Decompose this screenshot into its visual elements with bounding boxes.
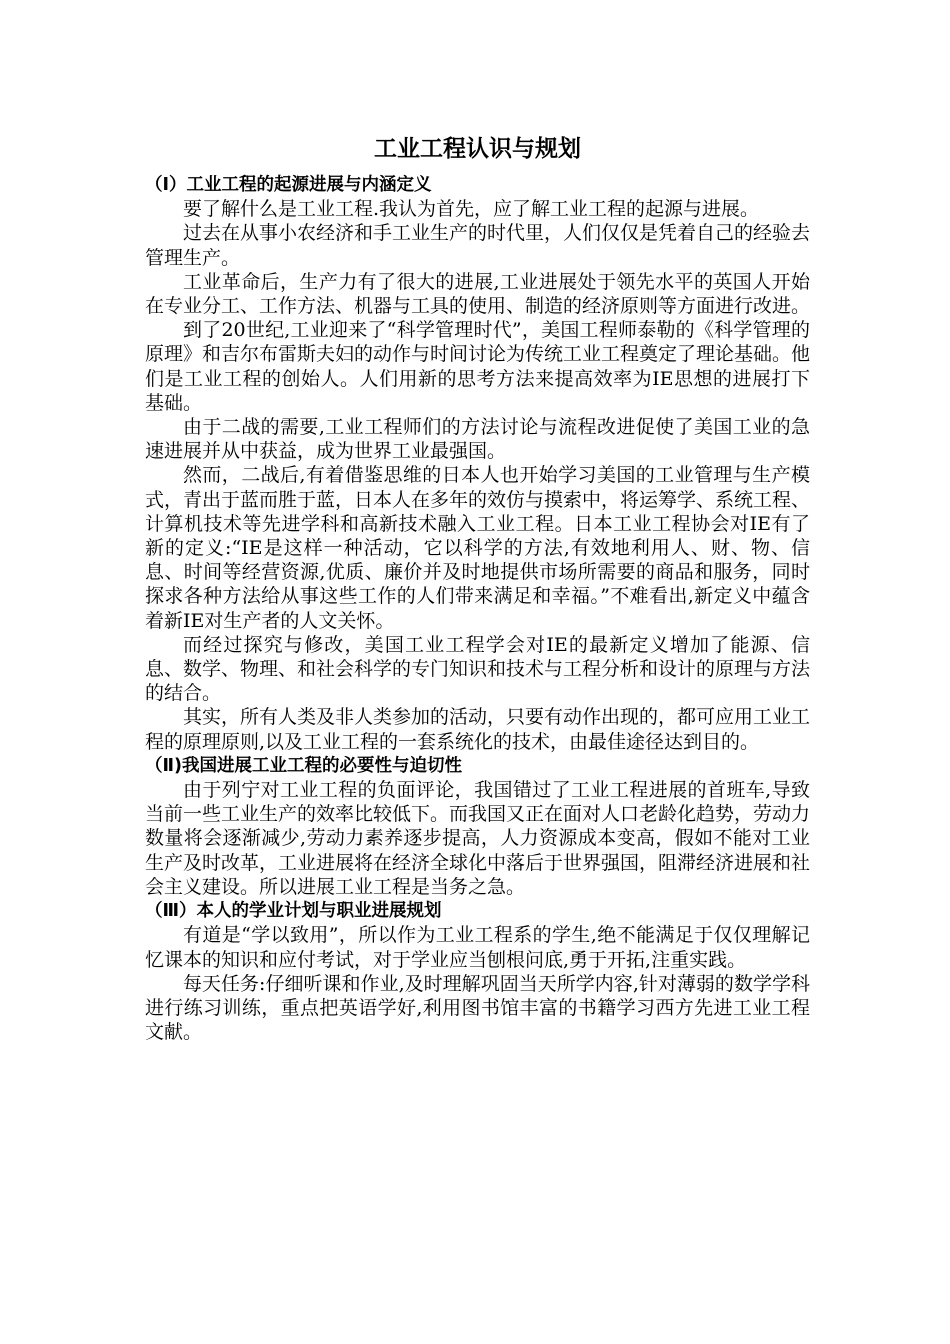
section-heading: （Ⅰ）工业工程的起源进展与内涵定义 (145, 175, 432, 195)
section-heading: （Ⅱ)我国进展工业工程的必要性与迫切性 (145, 755, 463, 776)
paragraph: 有道是“学以致用”，所以作为工业工程系的学生,绝不能满足于仅仅理解记忆课本的知识和应付考试，对于学业应当刨根问底,勇于开拓,注重实践。 (145, 924, 810, 971)
paragraph: 过去在从事小农经济和手工业生产的时代里，人们仅仅是凭着自己的经验去管理生产。 (145, 222, 811, 269)
section-heading: （Ⅲ）本人的学业计划与职业进展规划 (145, 901, 442, 922)
paragraph: 然而，二战后,有着借鉴思维的日本人也开始学习美国的工业管理与生产模式，青出于蓝而胜于蓝，日本人在多年的效仿与摸索中，将运筹学、系统工程、计算机技术等先进学科和高新技术融入工业工程。日本工业工程协会对IE有了新的定义:“IE是这样一种活动，它以科学的方法,有效地利用人、财、物、信息、时间等经营资源,优质、廉价并及时地提供市场所需要的商品和服务，同时探求各种方法给从事这些工作的人们带来满足和幸福。”不难看出,新定义中蕴含着新IE对生产者的人文关怀。 (145, 464, 811, 632)
paragraph: 其实，所有人类及非人类参加的活动，只要有动作出现的，都可应用工业工程的原理原则,以及工业工程的一套系统化的技术，由最佳途径达到目的。 (145, 706, 811, 753)
section-plan (145, 899, 810, 1044)
paragraph: 由于二战的需要,工业工程师们的方法讨论与流程改进促使了美国工业的急速进展并从中获益，成为世界工业最强国。 (145, 416, 810, 463)
section-necessity (145, 754, 810, 899)
paragraph: 要了解什么是工业工程.我认为首先，应了解工业工程的起源与进展。 (183, 198, 760, 221)
paragraph: 而经过探究与修改，美国工业工程学会对IE的最新定义增加了能源、信息、数学、物理、和社会科学的专门知识和技术与工程分析和设计的原理与方法的结合。 (145, 633, 811, 705)
paragraph: 工业革命后，生产力有了很大的进展,工业进展处于领先水平的英国人开始在专业分工、工作方法、机器与工具的使用、制造的经济原则等方面进行改进。 (145, 270, 811, 318)
paragraph: 到了20世纪,工业迎来了“科学管理时代”，美国工程师泰勒的《科学管理的原理》和吉尔布雷斯夫妇的动作与时间讨论为传统工业工程奠定了理论基础。他们是工业工程的创始人。人们用新的思考方法来提高效率为IE思想的进展打下基础。 (145, 319, 811, 414)
section-origin (145, 173, 810, 754)
document-title: 工业工程认识与规划 (374, 136, 581, 162)
paragraph: 每天任务:仔细听课和作业,及时理解巩固当天所学内容,针对薄弱的数学学科进行练习训练，重点把英语学好,利用图书馆丰富的书籍学习西方先进工业工程文献。 (145, 972, 810, 1044)
paragraph: 由于列宁对工业工程的负面评论，我国错过了工业工程进展的首班车,导致当前一些工业生产的效率比较低下。而我国又正在面对人口老龄化趋势，劳动力数量将会逐渐减少,劳动力素养逐步提高，人力资源成本变高，假如不能对工业生产及时改革，工业进展将在经济全球化中落后于世界强国，阻滞经济进展和社会主义建设。所以进展工业工程是当务之急。 (145, 779, 811, 898)
document-page (145, 131, 810, 1044)
